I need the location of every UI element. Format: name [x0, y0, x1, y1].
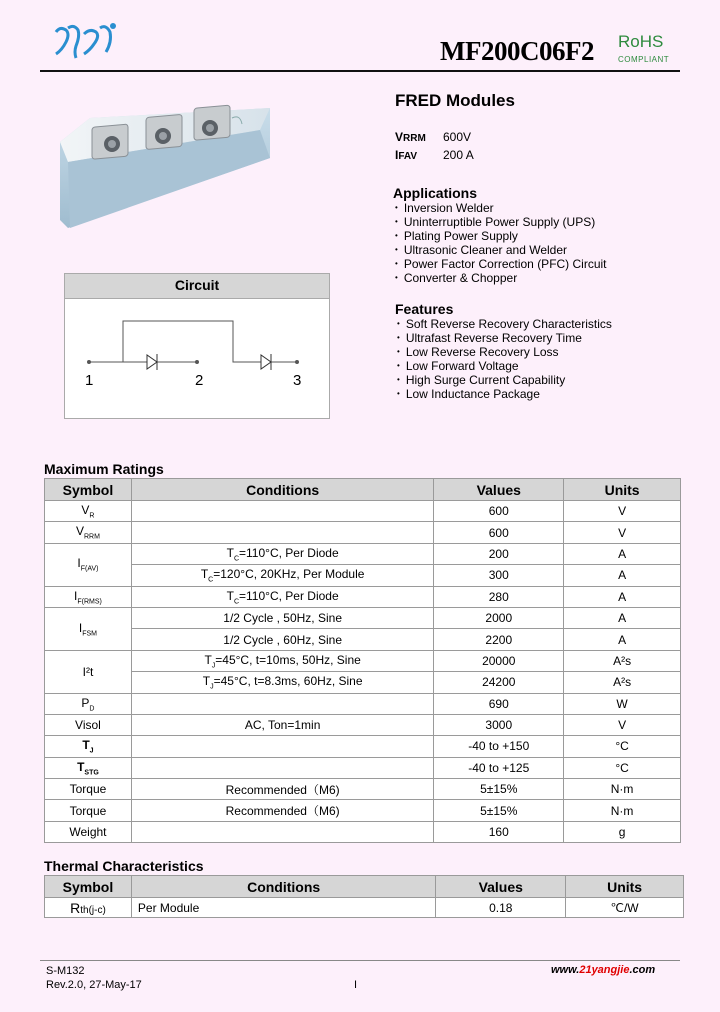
- table-header-row: [45, 876, 684, 898]
- part-number-title: MF200C06F2: [440, 36, 594, 66]
- compliant-label: COMPLIANT: [618, 55, 670, 64]
- unit-cell: g: [564, 821, 681, 842]
- symbol-cell: Visol: [45, 714, 132, 735]
- condition-cell: AC, Ton=1min: [131, 714, 433, 735]
- max-ratings-table: [44, 478, 681, 843]
- value-cell: 160: [434, 821, 564, 842]
- rohs-label: RoHS: [618, 32, 664, 51]
- col-units: Units: [564, 479, 681, 501]
- value-cell: 600: [434, 501, 564, 522]
- value-cell: 2200: [434, 629, 564, 650]
- symbol-cell: $I_{F(AV)}$: [45, 543, 132, 586]
- symbol-cell: $P_D$: [45, 693, 132, 714]
- revision-date: Rev.2.0, 27-May-17: [46, 979, 142, 991]
- list-item: • High Surge Current Capability: [397, 373, 612, 387]
- unit-cell: A: [564, 543, 681, 564]
- symbol-cell: Rth(j-c): [45, 898, 132, 918]
- spec-ifav: IFAV 200 A: [395, 148, 474, 162]
- list-item: • Ultrasonic Cleaner and Welder: [395, 243, 607, 257]
- features-heading: Features: [395, 301, 454, 317]
- table-header-row: [45, 479, 681, 501]
- table-row: [45, 736, 681, 757]
- symbol-cell: $I_{F(RMS)}$: [45, 586, 132, 607]
- col-symbol: Symbol: [45, 479, 132, 501]
- table-row: [45, 800, 681, 821]
- thermal-table: [44, 875, 684, 918]
- list-item: • Low Forward Voltage: [397, 359, 612, 373]
- symbol-cell: $I_{FSM}$: [45, 607, 132, 650]
- spec-vrrm: VRRM 600V: [395, 130, 472, 144]
- unit-cell: V: [564, 522, 681, 543]
- value-cell: 3000: [434, 714, 564, 735]
- condition-cell: 1/2 Cycle , 50Hz, Sine: [131, 607, 433, 628]
- unit-cell: A²s: [564, 672, 681, 693]
- col-values: Values: [434, 479, 564, 501]
- max-ratings-heading: Maximum Ratings: [44, 461, 164, 477]
- circuit-panel: [64, 273, 330, 419]
- applications-list: [395, 201, 607, 285]
- website-link[interactable]: www.21yangjie.com: [551, 964, 656, 976]
- product-family: FRED Modules: [395, 91, 515, 110]
- yangjie-logo-icon: [50, 20, 120, 62]
- unit-cell: W: [564, 693, 681, 714]
- table-row: [45, 586, 681, 607]
- table-row: [45, 693, 681, 714]
- value-cell: 0.18: [436, 898, 566, 918]
- condition-cell: [131, 522, 433, 543]
- unit-cell: V: [564, 501, 681, 522]
- table-row: [45, 501, 681, 522]
- table-row: [45, 779, 681, 800]
- header-divider: [40, 70, 680, 72]
- symbol-cell: $V_R$: [45, 501, 132, 522]
- unit-cell: °C: [564, 736, 681, 757]
- table-row: [45, 714, 681, 735]
- diode-1-icon: [147, 354, 157, 370]
- col-values: Values: [436, 876, 566, 898]
- unit-cell: A²s: [564, 650, 681, 671]
- table-row: [45, 607, 681, 628]
- condition-cell: $T_C=120^\circ C$, 20KHz, Per Module: [131, 565, 433, 586]
- value-cell: 690: [434, 693, 564, 714]
- condition-cell: $T_C=110^\circ C$, Per Diode: [131, 543, 433, 564]
- condition-cell: 1/2 Cycle , 60Hz, Sine: [131, 629, 433, 650]
- unit-cell: A: [564, 565, 681, 586]
- table-row: [45, 522, 681, 543]
- symbol-cell: Weight: [45, 821, 132, 842]
- value-cell: -40 to +150: [434, 736, 564, 757]
- unit-cell: N·m: [564, 800, 681, 821]
- applications-heading: Applications: [393, 185, 478, 201]
- list-item: • Plating Power Supply: [395, 229, 607, 243]
- condition-cell: [131, 736, 433, 757]
- symbol-cell: $T_J$: [45, 736, 132, 757]
- thermal-heading: Thermal Characteristics: [44, 858, 204, 874]
- condition-cell: [131, 693, 433, 714]
- table-row: [45, 821, 681, 842]
- value-cell: 600: [434, 522, 564, 543]
- unit-cell: °C: [564, 757, 681, 778]
- value-cell: 5±15%: [434, 800, 564, 821]
- list-item: • Ultrafast Reverse Recovery Time: [397, 331, 612, 345]
- condition-cell: $T_J=45^\circ C$, t=8.3ms, 60Hz, Sine: [131, 672, 433, 693]
- table-row: [45, 565, 681, 586]
- symbol-cell: $T_{STG}$: [45, 757, 132, 778]
- condition-cell: [131, 501, 433, 522]
- value-cell: 5±15%: [434, 779, 564, 800]
- unit-cell: A: [564, 607, 681, 628]
- value-cell: 20000: [434, 650, 564, 671]
- value-cell: 300: [434, 565, 564, 586]
- table-row: [45, 757, 681, 778]
- module-photo-icon: [60, 100, 275, 230]
- col-units: Units: [566, 876, 684, 898]
- condition-cell: Recommended（M6): [131, 800, 433, 821]
- pin-2-label: 2: [195, 372, 204, 389]
- table-row: [45, 629, 681, 650]
- unit-cell: V: [564, 714, 681, 735]
- list-item: • Soft Reverse Recovery Characteristics: [397, 317, 612, 331]
- condition-cell: $T_J=45^\circ C$, t=10ms, 50Hz, Sine: [131, 650, 433, 671]
- list-item: • Converter & Chopper: [395, 271, 607, 285]
- condition-cell: Recommended（M6): [131, 779, 433, 800]
- symbol-cell: I²t: [45, 650, 132, 693]
- list-item: • Power Factor Correction (PFC) Circuit: [395, 257, 607, 271]
- col-conditions: Conditions: [131, 479, 433, 501]
- pin-3-label: 3: [293, 372, 302, 389]
- col-conditions: Conditions: [131, 876, 435, 898]
- table-row: [45, 672, 681, 693]
- table-row: [45, 898, 684, 918]
- symbol-cell: $V_{RRM}$: [45, 522, 132, 543]
- pin-1-label: 1: [85, 372, 94, 389]
- footer-divider: [40, 960, 680, 961]
- value-cell: 24200: [434, 672, 564, 693]
- features-list: [397, 317, 612, 401]
- value-cell: 280: [434, 586, 564, 607]
- list-item: • Low Reverse Recovery Loss: [397, 345, 612, 359]
- col-symbol: Symbol: [45, 876, 132, 898]
- circuit-diagram: [65, 299, 329, 417]
- condition-cell: [131, 821, 433, 842]
- unit-cell: ℃/W: [566, 898, 684, 918]
- unit-cell: A: [564, 629, 681, 650]
- unit-cell: N·m: [564, 779, 681, 800]
- condition-cell: Per Module: [131, 898, 435, 918]
- condition-cell: [131, 757, 433, 778]
- circuit-heading: Circuit: [65, 274, 329, 299]
- page-number: I: [354, 979, 358, 991]
- diode-2-icon: [261, 354, 271, 370]
- condition-cell: $T_C=110^\circ C$, Per Diode: [131, 586, 433, 607]
- value-cell: 200: [434, 543, 564, 564]
- symbol-cell: Torque: [45, 800, 132, 821]
- unit-cell: A: [564, 586, 681, 607]
- value-cell: -40 to +125: [434, 757, 564, 778]
- table-row: [45, 543, 681, 564]
- list-item: • Low Inductance Package: [397, 387, 612, 401]
- list-item: • Uninterruptible Power Supply (UPS): [395, 215, 607, 229]
- table-row: [45, 650, 681, 671]
- value-cell: 2000: [434, 607, 564, 628]
- document-number: S-M132: [46, 965, 85, 977]
- list-item: • Inversion Welder: [395, 201, 607, 215]
- symbol-cell: Torque: [45, 779, 132, 800]
